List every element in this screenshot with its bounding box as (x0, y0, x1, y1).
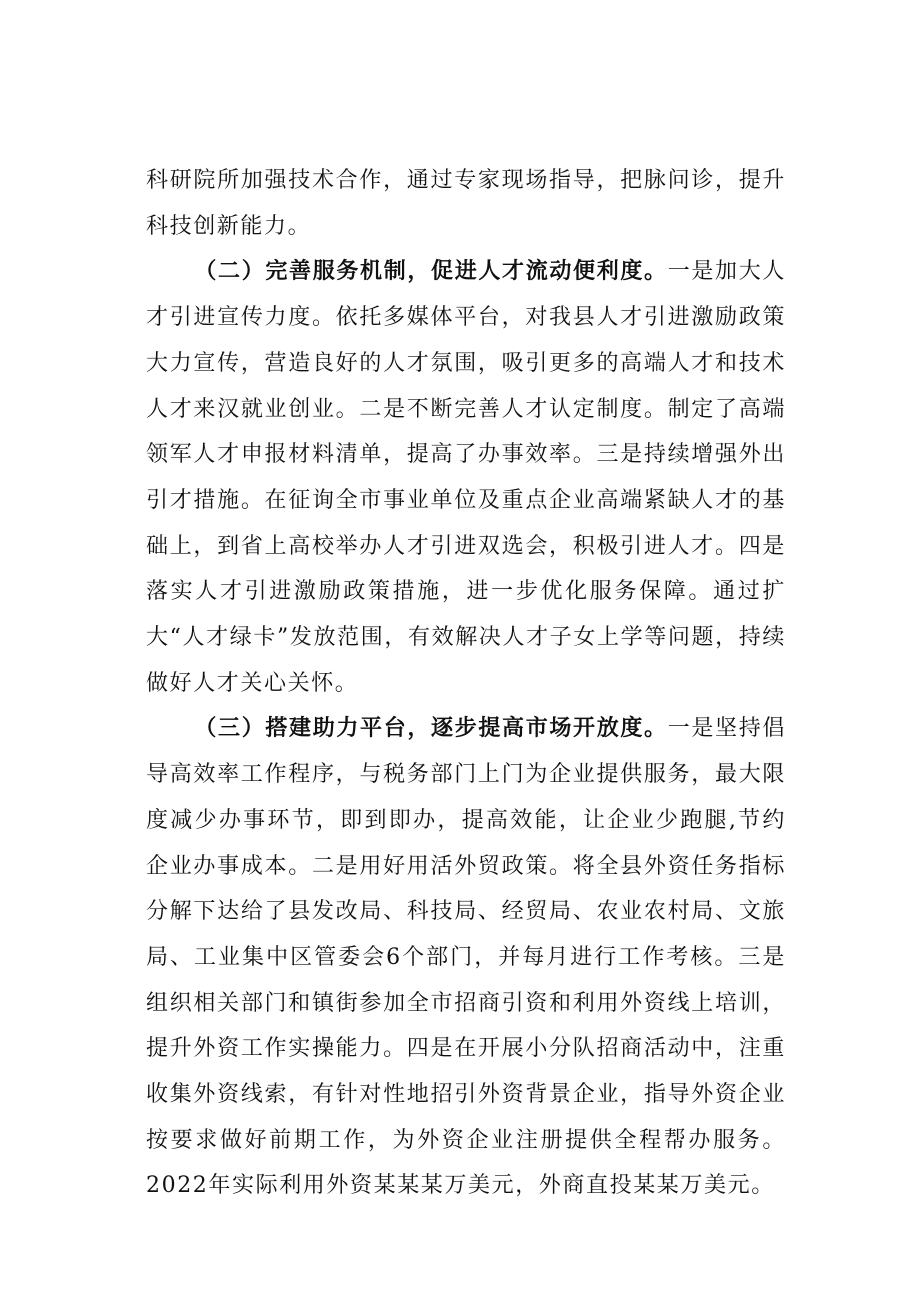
paragraph-service-mechanism (146, 249, 786, 706)
paragraph-platform (146, 706, 786, 1209)
paragraph-text: 科研院所加强技术合作，通过专家现场指导，把脉问诊，提升科技创新能力。 (146, 168, 786, 239)
document-body (146, 158, 786, 1209)
paragraph-text: 一是加大人才引进宣传力度。依托多媒体平台，对我县人才引进激励政策大力宣传，营造良好的人才氛围，吸引更多的高端人才和技术人才来汉就业创业。二是不断完善人才认定制度。制定了高端领军人才申报材料清单，提高了办事效率。三是持续增强外出引才措施。在征询全市事业单位及重点企业高端紧缺人才的基础上，到省上高校举办人才引进双选会，积极引进人才。四是落实人才引进激励政策措施，进一步优化服务保障。通过扩大“人才绿卡”发放范围，有效解决人才子女上学等问题，持续做好人才关心关怀。 (146, 259, 786, 696)
paragraph-text: 一是坚持倡导高效率工作程序，与税务部门上门为企业提供服务，最大限度减少办事环节，即到即办，提高效能，让企业少跑腿,节约企业办事成本。二是用好用活外贸政策。将全县外资任务指标分解下达给了县发改局、科技局、经贸局、农业农村局、文旅局、工业集中区管委会6个部门，并每月进行工作考核。三是组织相关部门和镇街参加全市招商引资和利用外资线上培训，提升外资工作实操能力。四是在开展小分队招商活动中，注重收集外资线索，有针对性地招引外资背景企业，指导外资企业按要求做好前期工作，为外资企业注册提供全程帮办服务。2022年实际利用外资某某某万美元，外商直投某某万美元。 (146, 716, 786, 1199)
section-heading-3: （三）搭建助力平台，逐步提高市场开放度。 (194, 715, 668, 742)
section-heading-2: （二）完善服务机制，促进人才流动便利度。 (194, 258, 668, 285)
paragraph-continuation (146, 158, 786, 249)
